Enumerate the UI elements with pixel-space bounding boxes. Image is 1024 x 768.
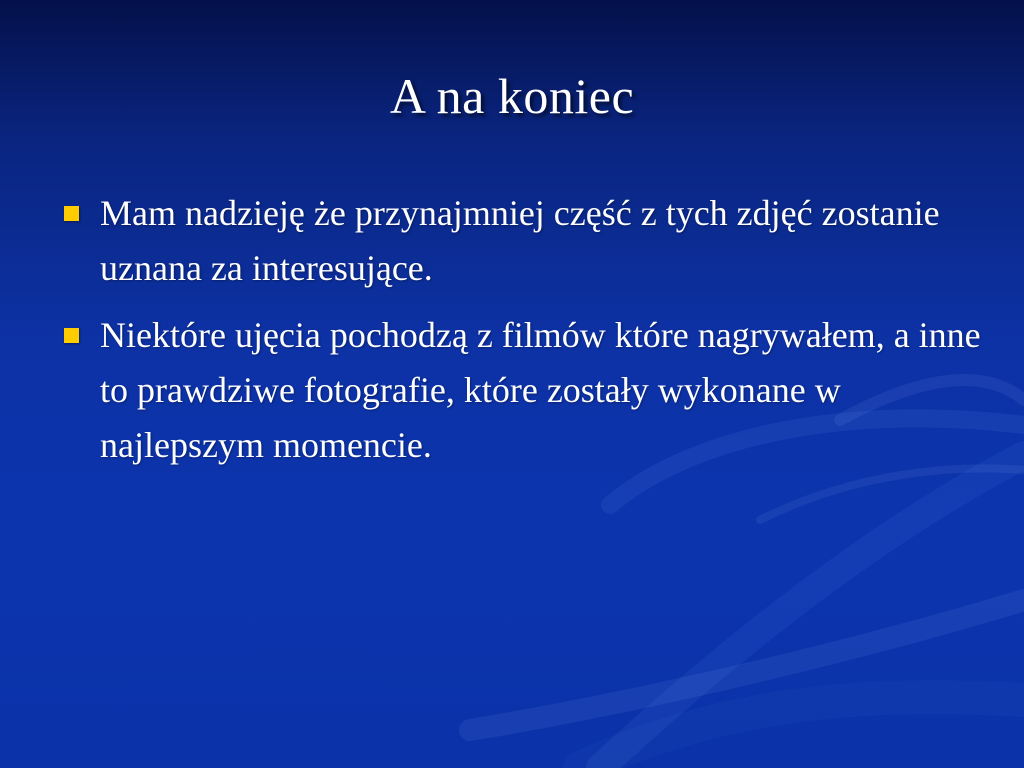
bullet-text: Mam nadzieję że przynajmniej część z tych zdjęć zostanie uznana za interesujące.: [100, 193, 940, 288]
bullet-list: [62, 186, 982, 485]
bullet-item: [62, 186, 982, 296]
bullet-text: Niektóre ujęcia pochodzą z filmów które nagrywałem, a inne to prawdziwe fotografie, które zostały wykonane w najlepszym momencie.: [100, 315, 981, 465]
square-bullet-icon: [64, 206, 79, 221]
bullet-item: [62, 308, 982, 473]
slide-title: A na koniec: [389, 68, 635, 124]
square-bullet-icon: [64, 328, 79, 343]
